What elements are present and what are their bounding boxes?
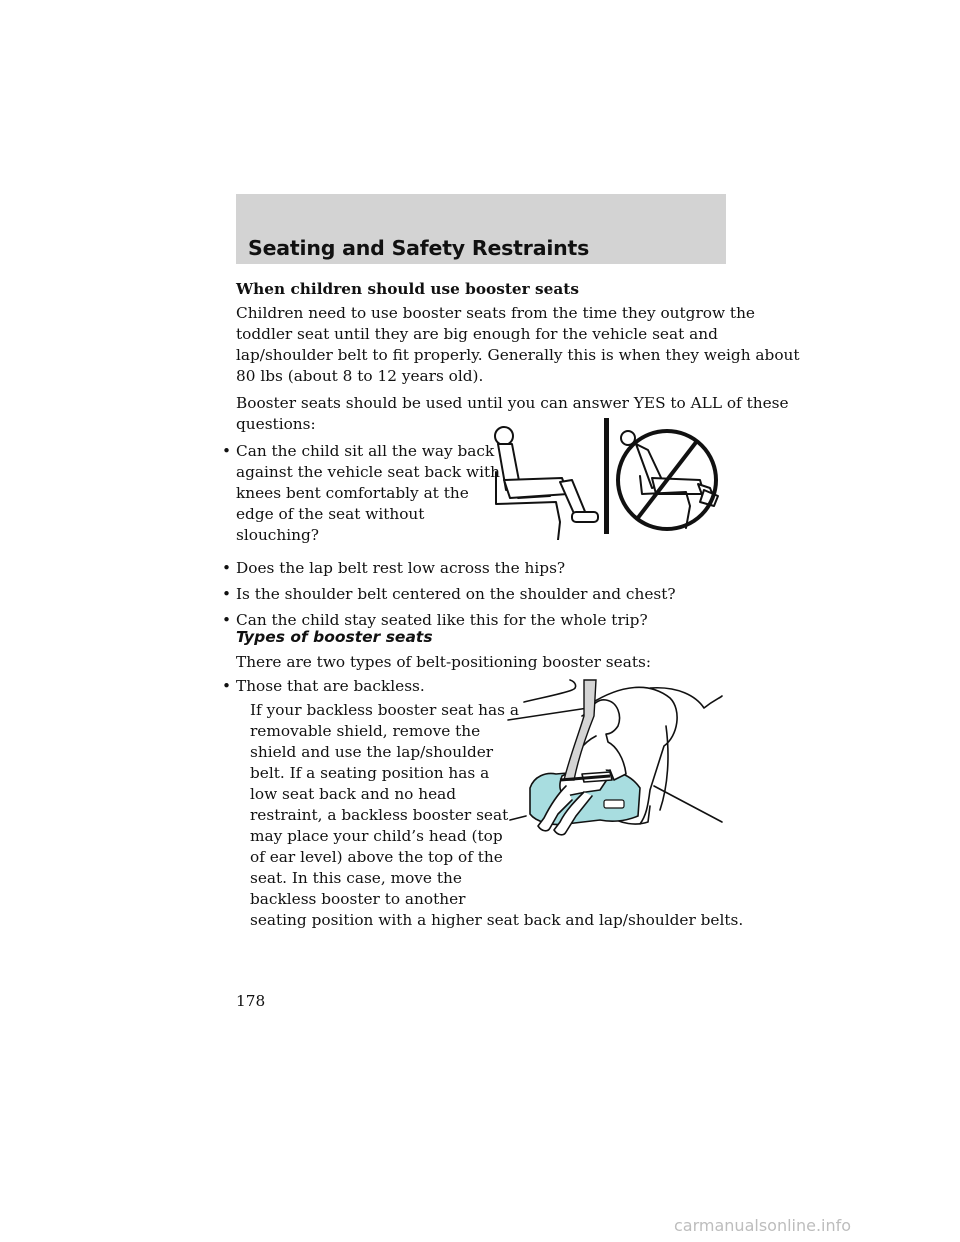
text-line: Booster seats should be used until you can answer YES to ALL of these	[236, 394, 789, 412]
text-line: edge of the seat without	[236, 505, 425, 523]
bullet-dot: •	[222, 442, 232, 460]
text-line: restraint, a backless booster seat	[250, 806, 509, 824]
text-line: lap/shoulder belt to fit properly. Generally this is when they weigh about	[236, 346, 800, 364]
bullet-text: Can the child stay seated like this for the whole trip?	[236, 611, 648, 629]
text-line: seat. In this case, move the	[250, 869, 462, 887]
paragraph-types-intro	[236, 652, 651, 673]
bullet-dot: •	[222, 585, 232, 603]
text-line: There are two types of belt-positioning booster seats:	[236, 653, 651, 671]
text-line: questions:	[236, 415, 316, 433]
text-line: 80 lbs (about 8 to 12 years old).	[236, 367, 484, 385]
bullet-dot: •	[222, 559, 232, 577]
bullet-item	[222, 441, 500, 546]
seating-posture-illustration	[490, 416, 726, 540]
text-line: Children need to use booster seats from the time they outgrow the	[236, 304, 755, 322]
page-number: 178	[236, 992, 266, 1010]
text-line: backless booster to another	[250, 890, 466, 908]
bullet-item	[222, 558, 742, 579]
text-line: low seat back and no head	[250, 785, 457, 803]
text-line: knees bent comfortably at the	[236, 484, 469, 502]
bullet-dot: •	[222, 677, 232, 695]
bullet-item	[222, 584, 742, 605]
text-line: If your backless booster seat has a	[250, 701, 519, 719]
bullet-item	[222, 676, 482, 697]
bullet-dot: •	[222, 611, 232, 629]
heading-types-of-booster-seats: Types of booster seats	[236, 628, 433, 646]
bullet-text: Those that are backless.	[236, 677, 425, 695]
bullet-text: Does the lap belt rest low across the hips?	[236, 559, 566, 577]
backless-booster-seat-illustration	[500, 676, 726, 846]
footer-watermark: carmanualsonline.info	[674, 1216, 852, 1235]
section-header-band	[236, 194, 726, 264]
text-line: toddler seat until they are big enough for the vehicle seat and	[236, 325, 718, 343]
text-line: removable shield, remove the	[250, 722, 481, 740]
text-line: may place your child’s head (top	[250, 827, 503, 845]
paragraph-booster-intro	[236, 303, 800, 387]
text-line: seating position with a higher seat back and lap/shoulder belts.	[250, 911, 744, 929]
text-line: belt. If a seating position has a	[250, 764, 490, 782]
text-line: Can the child sit all the way back	[236, 442, 495, 460]
section-heading	[236, 279, 579, 300]
text-line: slouching?	[236, 526, 319, 544]
bullet-text: Is the shoulder belt centered on the shoulder and chest?	[236, 585, 676, 603]
heading-booster-when: When children should use booster seats	[236, 280, 579, 298]
text-line: against the vehicle seat back with	[236, 463, 500, 481]
text-line: of ear level) above the top of the	[250, 848, 503, 866]
section-title: Seating and Safety Restraints	[248, 236, 590, 260]
text-line: shield and use the lap/shoulder	[250, 743, 494, 761]
section-heading	[236, 627, 433, 648]
